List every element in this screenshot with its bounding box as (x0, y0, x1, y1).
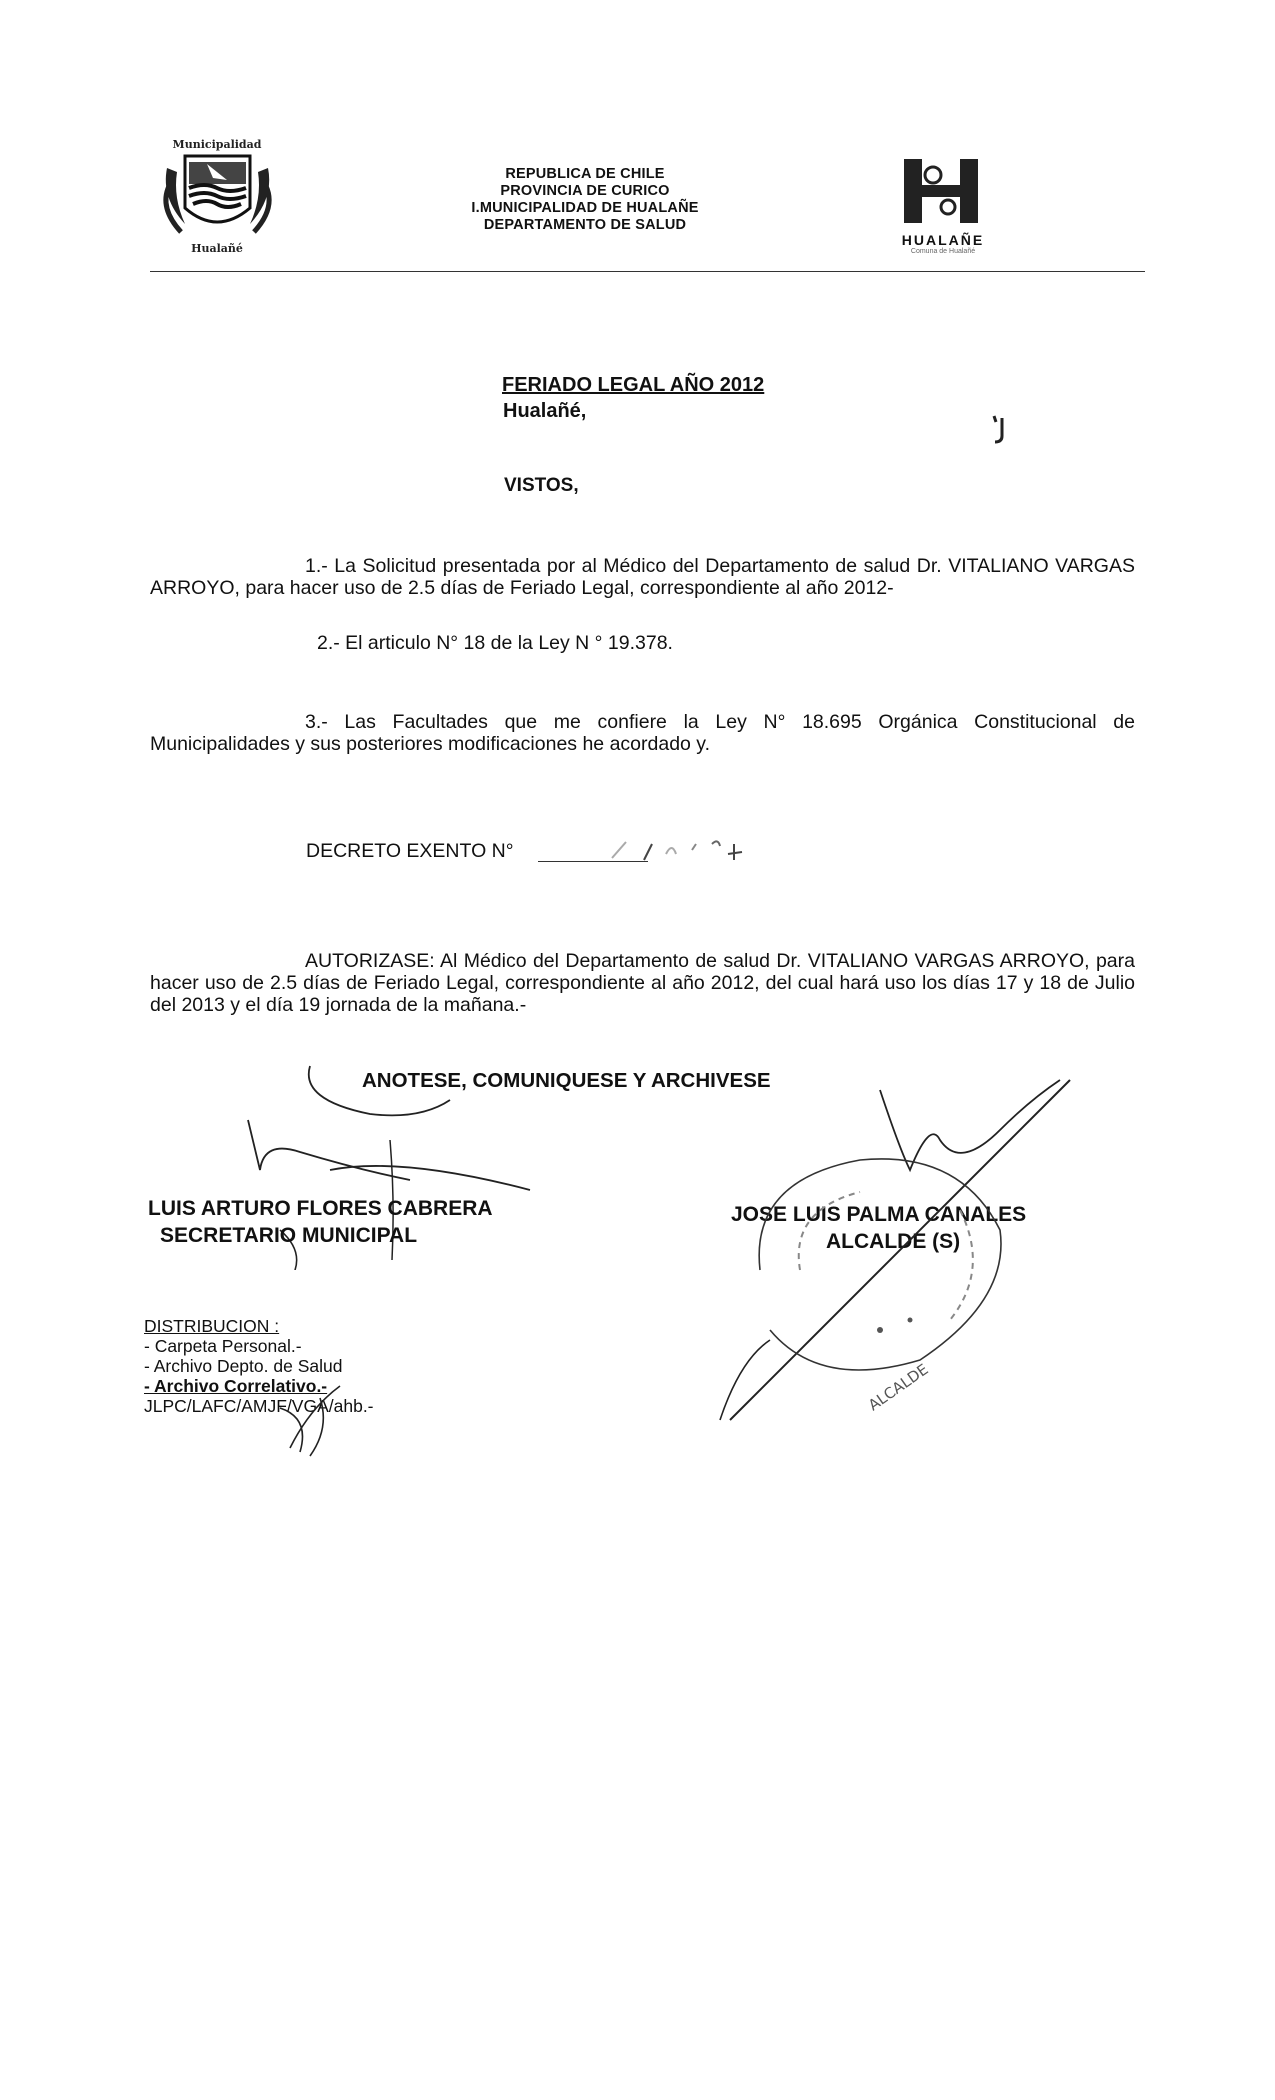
visto-item-2: 2.- El articulo N° 18 de la Ley N ° 19.378. (317, 632, 673, 654)
svg-text:ALCALDE: ALCALDE (864, 1360, 932, 1415)
left-signatory (148, 1195, 493, 1249)
place-date: Hualañé, (503, 400, 587, 422)
distribution-item: - Archivo Correlativo.- (144, 1376, 328, 1396)
visto-item-3: 3.- Las Facultades que me confiere la Ley N° 18.695 Orgánica Constitucional de Municipalidades y sus posteriores modificaciones he acordado y. (150, 711, 1135, 755)
page-mark (990, 412, 1010, 451)
distribution-heading: DISTRIBUCION : (144, 1316, 280, 1336)
header-line-municipalidad: I.MUNICIPALIDAD DE HUALAÑE (471, 200, 699, 216)
document-title: FERIADO LEGAL AÑO 2012 (502, 374, 765, 396)
right-signatory-title: ALCALDE (S) (826, 1230, 961, 1253)
distribution-initials: JLPC/LAFC/AMJF/VGA/ahb.- (144, 1396, 374, 1416)
svg-text:Municipalidad: Municipalidad (172, 138, 262, 151)
header-line-provincia: PROVINCIA DE CURICO (500, 183, 670, 199)
distribution-item: - Carpeta Personal.- (144, 1336, 302, 1356)
municipal-crest (155, 128, 280, 258)
decree-label: DECRETO EXENTO N° (306, 840, 514, 862)
vistos-heading: VISTOS, (504, 475, 579, 496)
header-rule (150, 271, 1145, 272)
initials-signature (250, 1378, 360, 1463)
decree-number-handwriting (600, 830, 750, 875)
hualane-logo (888, 155, 998, 260)
closing-text: ANOTESE, COMUNIQUESE Y ARCHIVESE (362, 1069, 771, 1092)
right-signatory-name: JOSE LUIS PALMA CANALES (731, 1203, 1027, 1226)
authorization-paragraph: AUTORIZASE: Al Médico del Departamento de salud Dr. VITALIANO VARGAS ARROYO, para hacer uso de 2.5 días de Feriado Legal, correspondiente al año 2012, del cual hará uso los días 17 y 18 de Julio del 2013 y el día 19 jornada de la mañana.- (150, 950, 1135, 1016)
visto-item-1: 1.- La Solicitud presentada por al Médico del Departamento de salud Dr. VITALIANO VARGAS ARROYO, para hacer uso de 2.5 días de Feriado Legal, correspondiente al año 2012- (150, 555, 1135, 599)
mayor-signature-and-stamp (700, 1060, 1110, 1445)
logo-tagline: Comuna de Hualañé (910, 248, 976, 255)
left-signatory-name: LUIS ARTURO FLORES CABRERA (148, 1197, 493, 1220)
logo-name: HUALAÑE (901, 232, 985, 248)
header-block (430, 166, 740, 234)
distribution-item: - Archivo Depto. de Salud (144, 1356, 343, 1376)
svg-text:Hualañé: Hualañé (191, 242, 243, 255)
header-line-republica: REPUBLICA DE CHILE (505, 166, 665, 182)
left-signatory-title: SECRETARIO MUNICIPAL (160, 1224, 418, 1247)
header-line-departamento: DEPARTAMENTO DE SALUD (483, 217, 687, 233)
